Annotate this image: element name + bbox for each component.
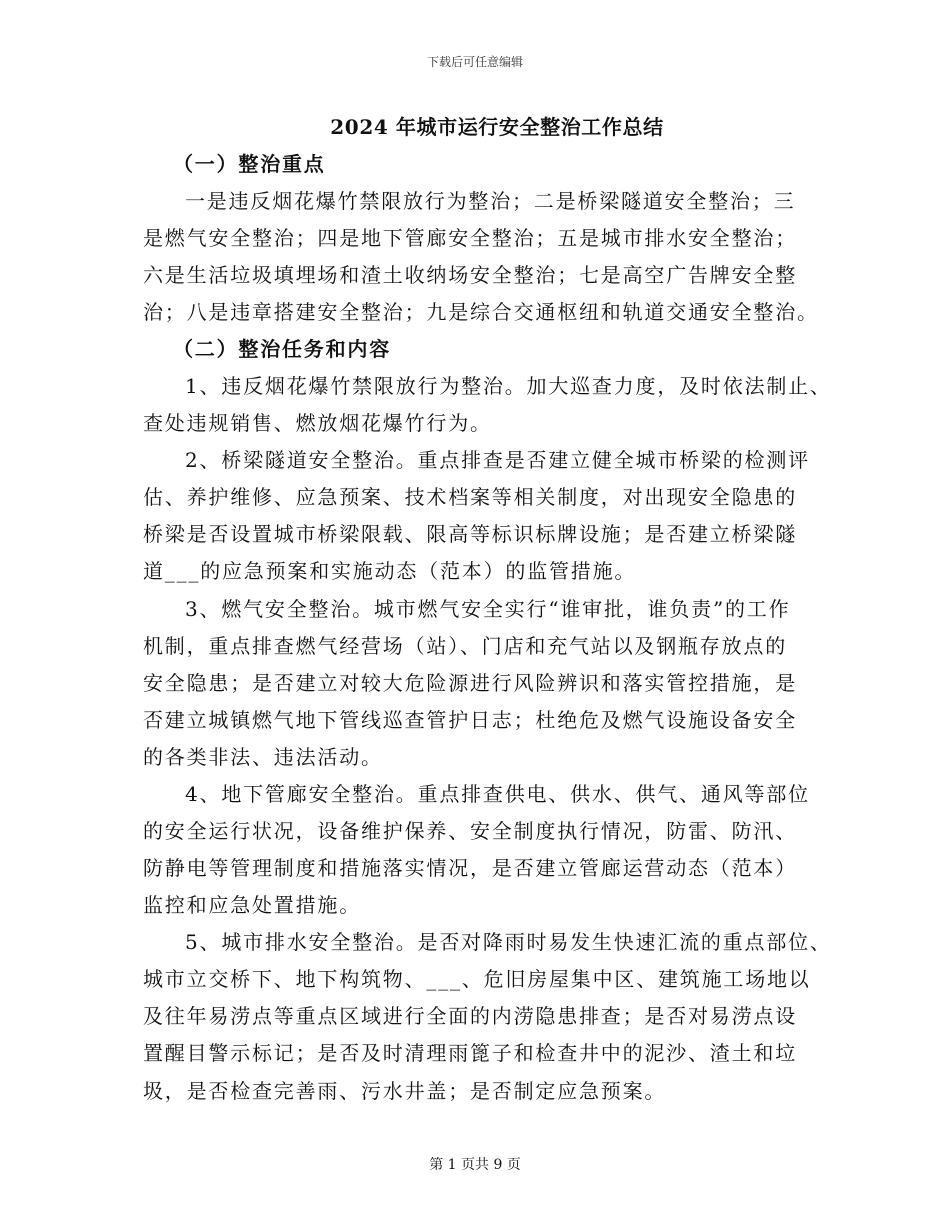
paragraph-line: 5、城市排水安全整治。是否对降雨时易发生快速汇流的重点部位、 [185,930,832,955]
paragraph-line: 城市立交桥下、地下构筑物、___、危旧房屋集中区、建筑施工场地以 [143,967,811,992]
header-note: 下载后可任意编辑 [426,55,523,69]
paragraph-line: 的各类非法、违法活动。 [143,744,383,769]
paragraph-line: 估、养护维修、应急预案、技术档案等相关制度，对出现安全隐患的 [143,485,797,510]
paragraph [143,924,851,1109]
paragraph-line: 桥梁是否设置城市桥梁限载、限高等标识标牌设施；是否建立桥梁隧 [143,522,797,547]
paragraph-line: 查处违规销售、燃放烟花爆竹行为。 [143,411,492,436]
paragraph [143,591,851,776]
paragraph-line: 机制，重点排查燃气经营场（站）、门店和充气站以及钢瓶存放点的 [143,633,787,658]
paragraph-line: 圾，是否检查完善雨、污水井盖；是否制定应急预案。 [143,1078,667,1103]
paragraph-line: 安全隐患；是否建立对较大危险源进行风险辨识和落实管控措施，是 [143,670,797,695]
section-heading: （一）整治重点 [173,151,326,176]
paragraph-line: 置醒目警示标记；是否及时清理雨篦子和检查井中的泥沙、渣土和垃 [143,1041,797,1066]
paragraph-line: 4、地下管廊安全整治。重点排查供电、供水、供气、通风等部位 [185,781,810,806]
paragraph-line: 是燃气安全整治；四是地下管廊安全整治；五是城市排水安全整治； [143,225,797,250]
paragraph-line: 3、燃气安全整治。城市燃气安全实行“谁审批，谁负责”的工作 [185,596,791,621]
paragraph [143,442,851,590]
page-footer: 第 1 页共 9 页 [429,1157,521,1173]
paragraph-line: 监控和应急处置措施。 [143,893,361,918]
paragraph-line: 一是违反烟花爆竹禁限放行为整治；二是桥梁隧道安全整治；三 [185,188,796,213]
document-title: 2024 年城市运行安全整治工作总结 [330,114,664,139]
section-heading: （二）整治任务和内容 [173,336,391,361]
document-body [143,109,851,1110]
paragraph-line: 道___的应急预案和实施动态（范本）的监管措施。 [143,559,637,584]
paragraph [143,776,851,924]
paragraph-line: 防静电等管理制度和措施落实情况，是否建立管廊运营动态（范本） [143,856,797,881]
section-tasks-and-content [143,331,851,1110]
section-key-points [143,146,851,331]
paragraph-line: 治；八是违章搭建安全整治；九是综合交通枢纽和轨道交通安全整治。 [143,299,819,324]
paragraph-line: 否建立城镇燃气地下管线巡查管护日志；杜绝危及燃气设施设备安全 [143,707,797,732]
paragraph [143,368,851,442]
paragraph-line: 六是生活垃圾填埋场和渣土收纳场安全整治；七是高空广告牌安全整 [143,262,797,287]
paragraph-line: 1、违反烟花爆竹禁限放行为整治。加大巡查力度，及时依法制止、 [185,374,832,399]
paragraph-line: 2、桥梁隧道安全整治。重点排查是否建立健全城市桥梁的检测评 [185,448,810,473]
paragraph-line: 及往年易涝点等重点区域进行全面的内涝隐患排查；是否对易涝点设 [143,1004,797,1029]
paragraph [143,183,851,331]
paragraph-line: 的安全运行状况，设备维护保养、安全制度执行情况，防雷、防汛、 [143,818,797,843]
